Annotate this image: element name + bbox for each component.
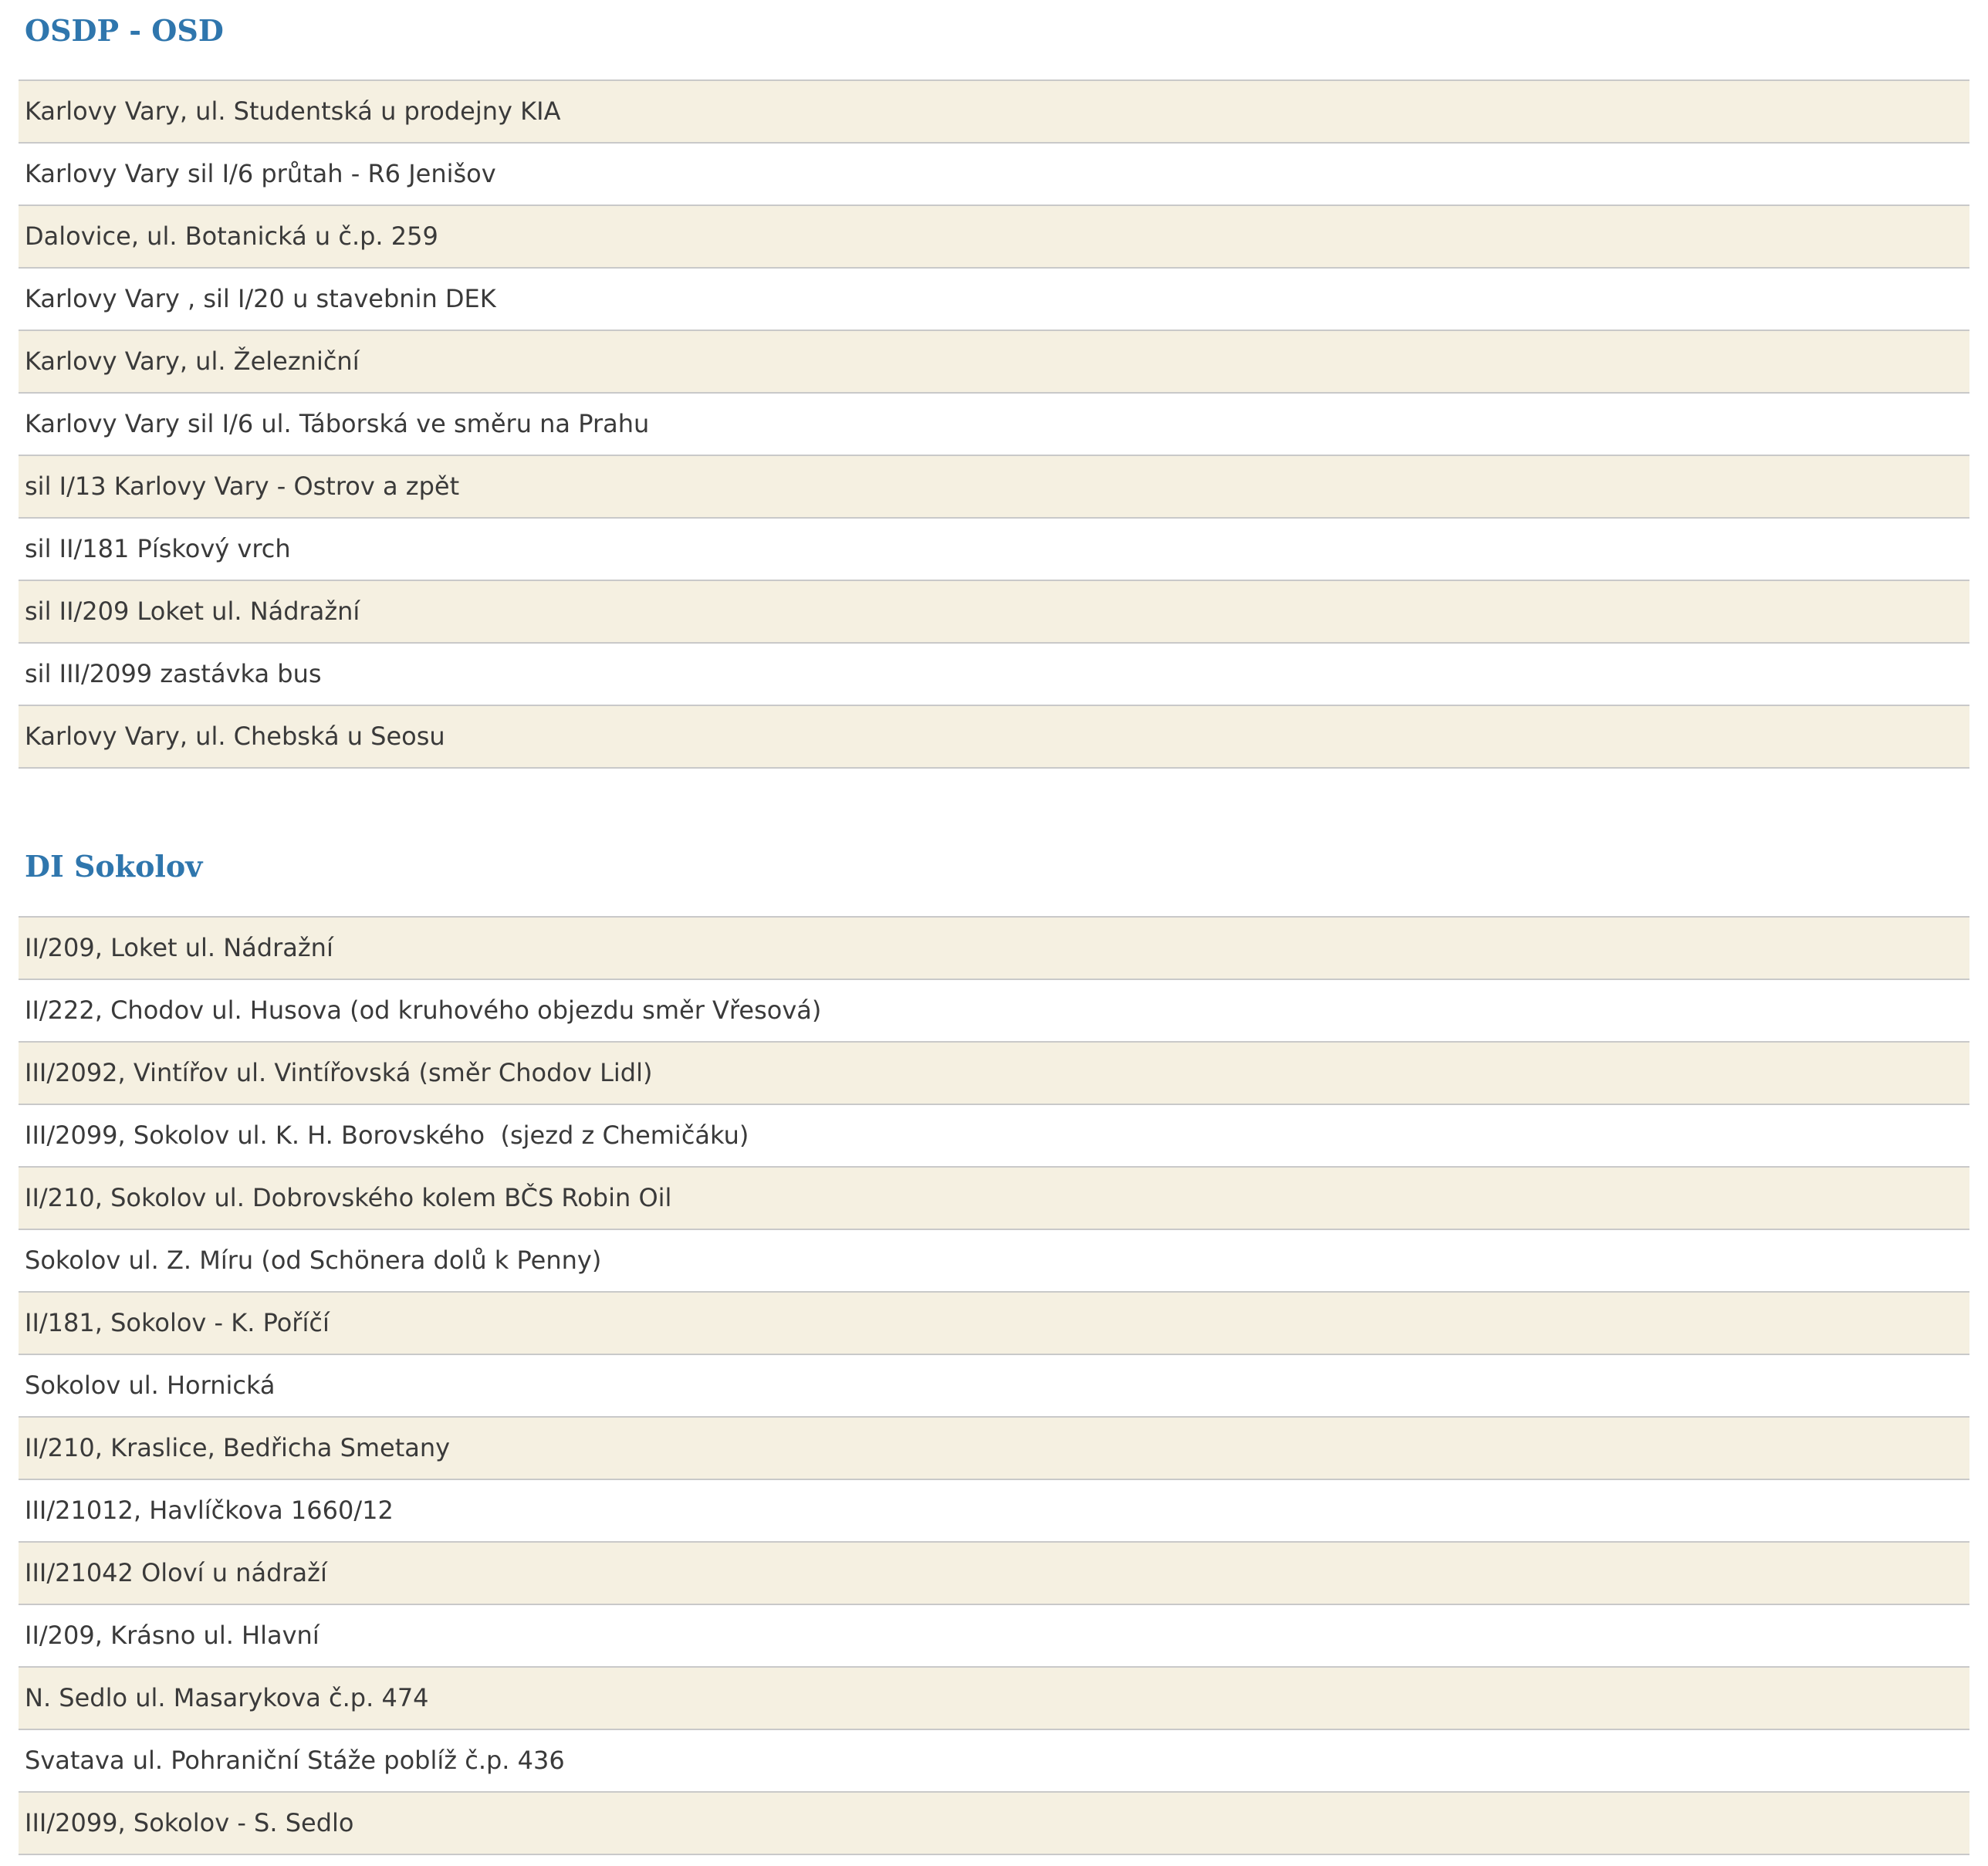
list-item: II/209, Loket ul. Nádražní (19, 918, 1969, 980)
list-item: N. Sedlo ul. Masarykova č.p. 474 (19, 1668, 1969, 1730)
list-item: II/222, Chodov ul. Husova (od kruhového objezdu směr Vřesová) (19, 980, 1969, 1043)
list-item: III/21042 Oloví u nádraží (19, 1543, 1969, 1605)
section-title: DI Sokolov (19, 835, 1969, 918)
list-item: Karlovy Vary sil I/6 průtah - R6 Jenišov (19, 144, 1969, 206)
location-list (19, 918, 1969, 1855)
list-item: sil I/13 Karlovy Vary - Ostrov a zpět (19, 456, 1969, 519)
section-di-sokolov (19, 835, 1969, 1855)
list-item: II/209, Krásno ul. Hlavní (19, 1605, 1969, 1668)
list-item: Sokolov ul. Hornická (19, 1355, 1969, 1418)
list-item: Karlovy Vary, ul. Studentská u prodejny KIA (19, 81, 1969, 144)
list-item: sil II/181 Pískový vrch (19, 519, 1969, 581)
list-item: II/181, Sokolov - K. Poříčí (19, 1293, 1969, 1355)
list-item: III/21012, Havlíčkova 1660/12 (19, 1480, 1969, 1543)
section-osdp-osd (19, 0, 1969, 769)
location-list (19, 81, 1969, 769)
list-item: Sokolov ul. Z. Míru (od Schönera dolů k Penny) (19, 1230, 1969, 1293)
list-item: sil II/209 Loket ul. Nádražní (19, 581, 1969, 644)
list-item: III/2092, Vintířov ul. Vintířovská (směr Chodov Lidl) (19, 1043, 1969, 1105)
list-item: III/2099, Sokolov - S. Sedlo (19, 1793, 1969, 1855)
list-item: Karlovy Vary, ul. Chebská u Seosu (19, 706, 1969, 769)
list-item: Svatava ul. Pohraniční Stáže poblíž č.p. 436 (19, 1730, 1969, 1793)
list-item: Karlovy Vary , sil I/20 u stavebnin DEK (19, 269, 1969, 331)
section-title: OSDP - OSD (19, 0, 1969, 81)
list-item: II/210, Kraslice, Bedřicha Smetany (19, 1418, 1969, 1480)
list-item: sil III/2099 zastávka bus (19, 644, 1969, 706)
list-item: Dalovice, ul. Botanická u č.p. 259 (19, 206, 1969, 269)
list-item: Karlovy Vary sil I/6 ul. Táborská ve směru na Prahu (19, 394, 1969, 456)
list-item: Karlovy Vary, ul. Železniční (19, 331, 1969, 394)
list-item: II/210, Sokolov ul. Dobrovského kolem BČS Robin Oil (19, 1168, 1969, 1230)
list-item: III/2099, Sokolov ul. K. H. Borovského (sjezd z Chemičáku) (19, 1105, 1969, 1168)
